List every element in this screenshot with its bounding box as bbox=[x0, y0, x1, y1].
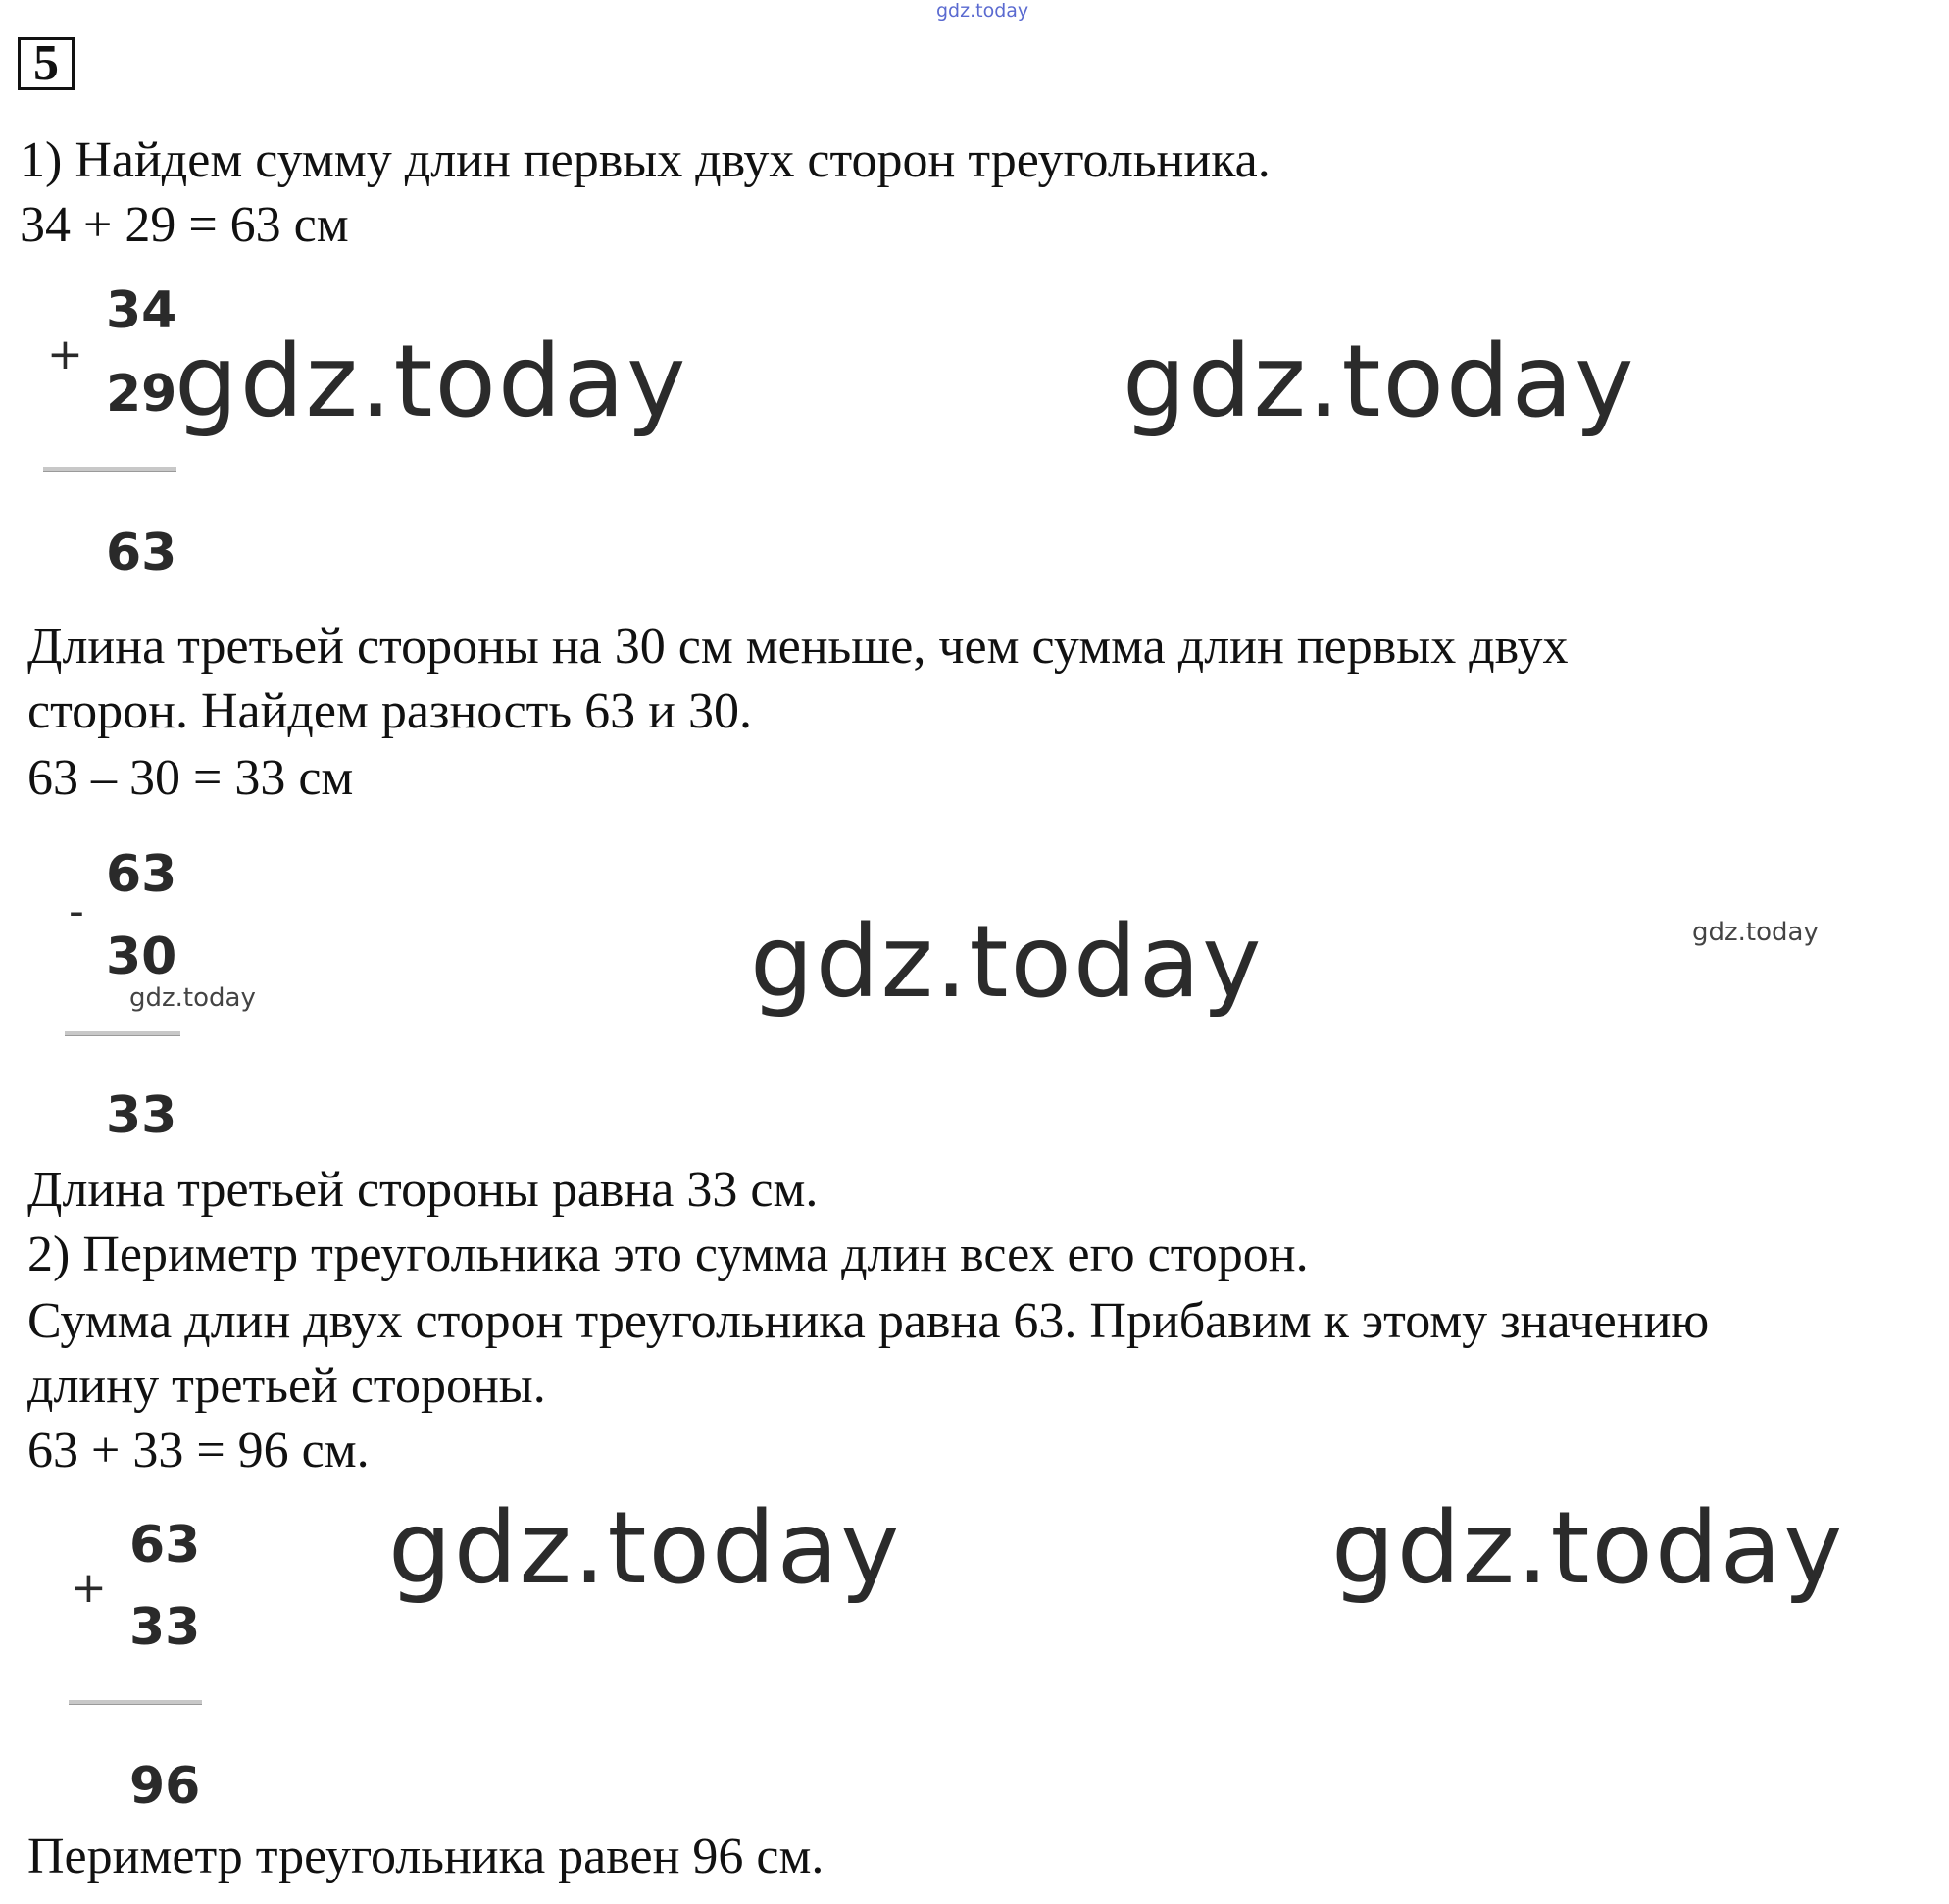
step-1-equation: 34 + 29 = 63 см bbox=[20, 197, 349, 253]
column-3-bottom: 33 bbox=[129, 1598, 201, 1657]
perimeter-text-line-1: Сумма длин двух сторон треугольника равна 63. Прибавим к этому значению bbox=[27, 1293, 1710, 1349]
column-1-top: 34 bbox=[106, 281, 177, 340]
column-1-rule bbox=[43, 467, 176, 472]
column-3-rule bbox=[69, 1700, 202, 1705]
column-1-result: 63 bbox=[106, 524, 177, 582]
step-1-heading: 1) Найдем сумму длин первых двух сторон треугольника. bbox=[20, 132, 1271, 188]
watermark-big: gdz.today bbox=[388, 1490, 902, 1607]
perimeter-text-line-2: длину третьей стороны. bbox=[27, 1358, 546, 1414]
perimeter-equation: 63 + 33 = 96 см. bbox=[27, 1423, 370, 1478]
column-2-top: 63 bbox=[106, 845, 177, 904]
column-2-bottom: 30 bbox=[106, 927, 177, 986]
watermark-big: gdz.today bbox=[1123, 324, 1636, 440]
column-1-bottom: 29 bbox=[106, 365, 177, 424]
third-side-result: Длина третьей стороны равна 33 см. bbox=[27, 1162, 819, 1218]
column-2-result: 33 bbox=[106, 1086, 177, 1145]
column-3-result: 96 bbox=[129, 1757, 201, 1816]
watermark-big: gdz.today bbox=[750, 904, 1264, 1021]
watermark-big: gdz.today bbox=[1331, 1490, 1845, 1607]
watermark-small: gdz.today bbox=[1692, 918, 1819, 947]
column-2-rule bbox=[65, 1031, 180, 1036]
difference-text-line-1: Длина третьей стороны на 30 см меньше, чем сумма длин первых двух bbox=[27, 619, 1569, 675]
difference-equation: 63 – 30 = 33 см bbox=[27, 750, 354, 806]
watermark-big: gdz.today bbox=[175, 324, 688, 440]
column-2-sign: - bbox=[69, 886, 84, 936]
final-answer: Периметр треугольника равен 96 см. bbox=[27, 1829, 825, 1884]
column-1-sign: + bbox=[47, 329, 83, 379]
column-3-top: 63 bbox=[129, 1516, 201, 1575]
watermark-small: gdz.today bbox=[129, 983, 256, 1013]
column-3-sign: + bbox=[71, 1563, 107, 1613]
step-2-heading: 2) Периметр треугольника это сумма длин всех его сторон. bbox=[27, 1227, 1309, 1282]
watermark-top: gdz.today bbox=[936, 0, 1029, 22]
difference-text-line-2: сторон. Найдем разность 63 и 30. bbox=[27, 683, 752, 739]
task-number-box: 5 bbox=[18, 37, 75, 90]
